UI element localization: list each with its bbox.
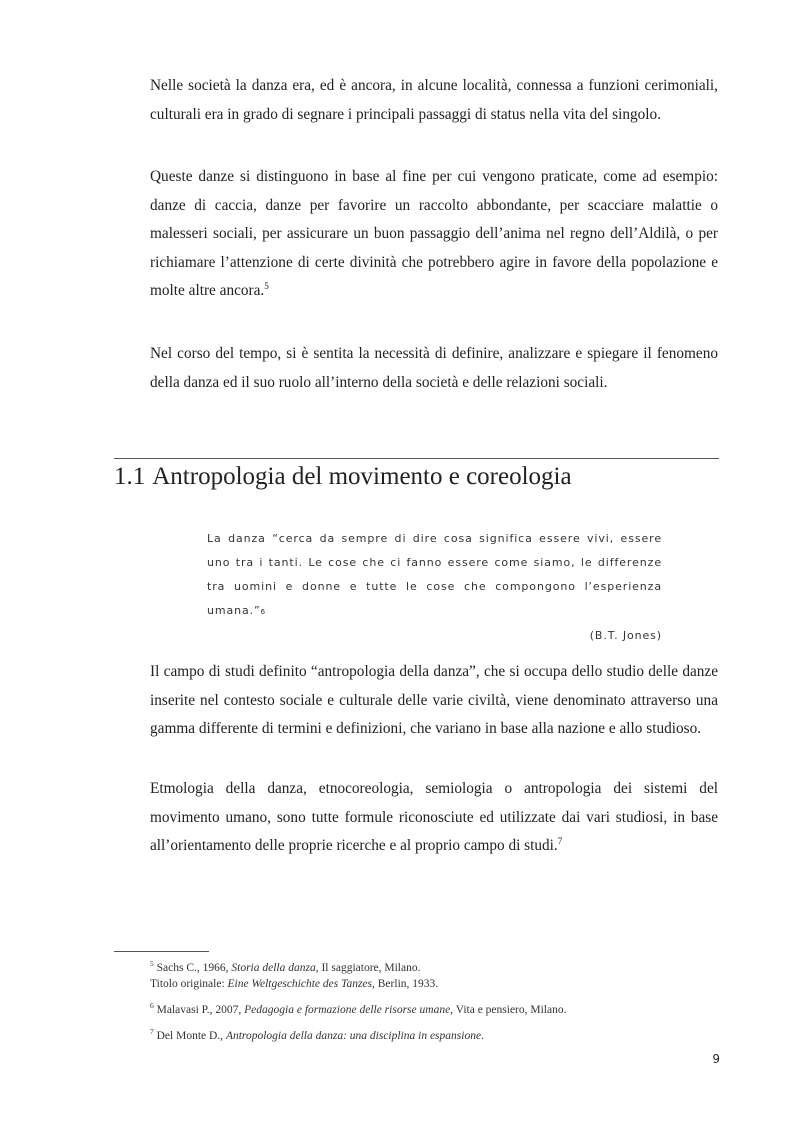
footnote-ref[interactable]: 6 (260, 608, 266, 616)
section-title: Antropologia del movimento e coreologia (152, 463, 572, 490)
paragraph-text: Nel corso del tempo, si è sentita la necessità di definire, analizzare e spiegare il fenomeno della danza ed il suo ruolo all’interno della società e delle relazioni sociali. (150, 345, 718, 391)
footnote-ref[interactable]: 7 (557, 835, 563, 846)
section-divider (114, 458, 719, 459)
footnote-5: $^5$ Sachs C., 1966, Storia della danza, Il saggiatore, Milano. Titolo originale: Eine Weltgeschichte des Tanzes, Berlin, 1933. (150, 959, 439, 990)
paragraph-terminology (150, 775, 718, 861)
section-number: 1.1 (114, 463, 146, 490)
quote-author: (B.T. Jones) (589, 629, 662, 642)
footnote-7: $^7$ Del Monte D., Antropologia della danza: una disciplina in espansione. (150, 1027, 484, 1042)
epigraph-quote (207, 527, 662, 648)
footnote-ref[interactable]: 5 (264, 280, 269, 291)
section-heading (114, 460, 719, 494)
paragraph-dance-types (150, 163, 718, 306)
quote-text: La danza “cerca da sempre di dire cosa significa essere vivi, essere uno tra i tanti. Le cose che ci fanno essere come siamo, le differenze tra uomini e donne e tutte le cose che compongono l’esperienza umana.” (207, 532, 662, 617)
paragraph-over-time (150, 340, 718, 397)
paragraph-field-of-study (150, 658, 718, 744)
paragraph-text: Il campo di studi definito “antropologia della danza”, che si occupa dello studio delle danze inserite nel contesto sociale e culturale delle varie civiltà, viene denominato attraverso una gamma differente di termini e definizioni, che variano in base alla nazione e allo studioso. (150, 663, 718, 737)
paragraph-text: Nelle società la danza era, ed è ancora, in alcune località, connessa a funzioni cerimoniali, culturali era in grado di segnare i principali passaggi di status nella vita del singolo. (150, 77, 718, 123)
paragraph-societies (150, 72, 718, 129)
paragraph-text: Queste danze si distinguono in base al fine per cui vengono praticate, come ad esempio: danze di caccia, danze per favorire un raccolto abbondante, per scacciare malattie o malesseri sociali, per assicurare un buon passaggio dell’anima nel regno dell’Aldilà, o per richiamare l’attenzione di certe divinità che potrebbero agire in favore della popolazione e molte altre ancora. (150, 168, 718, 299)
paragraph-text: Etmologia della danza, etnocoreologia, semiologia o antropologia dei sistemi del movimento umano, sono tutte formule riconosciute ed utilizzate dai vari studiosi, in base all’orientamento delle proprie ricerche e al proprio campo di studi. (150, 780, 718, 854)
page-number: 9 (712, 1052, 720, 1066)
footnote-6: $^6$ Malavasi P., 2007, Pedagogia e formazione delle risorse umane, Vita e pensiero, Milano. (150, 1001, 567, 1016)
footnote-separator (114, 951, 209, 952)
footnotes (150, 960, 750, 1044)
